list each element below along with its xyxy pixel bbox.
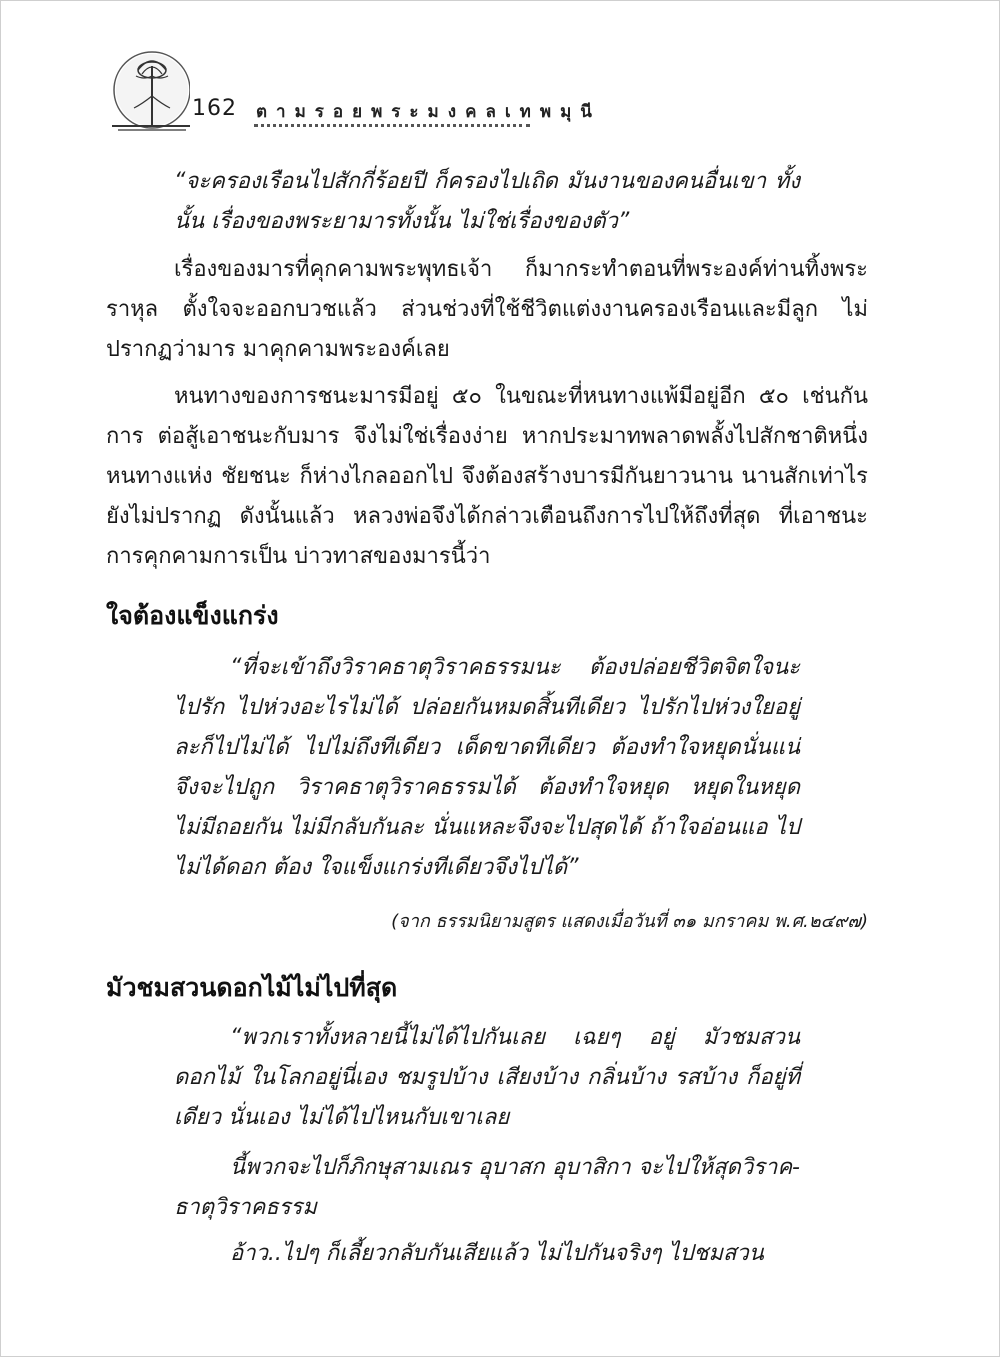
title-dotted-rule — [254, 124, 530, 127]
paragraph-way-to-victory: หนทางของการชนะมารมีอยู่ ๕๐ ในขณะที่หนทางแพ้มีอยู่อีก ๕๐ เช่นกัน การ ต่อสู้เอาชนะกับมาร จึงไม่ใช่เรื่องง่าย หากประมาทพลาดพลั้งไปสักชาติหนึ่งหนทางแห่ง ชัยชนะ ก็ห่างไกลออกไป จึงต้องสร้างบารมีกันยาวนาน นานสักเท่าไรยังไม่ปรากฏ ดังนั้นแล้ว หลวงพ่อจึงได้กล่าวเตือนถึงการไปให้ถึงที่สุด ที่เอาชนะการคุกคามการเป็น บ่าวทาสของมารนี้ว่า — [106, 384, 868, 569]
page-number: 162 — [192, 96, 237, 121]
running-title: ตามรอยพระมงคลเทพมุนี — [256, 102, 601, 122]
quote-source-citation: (จาก ธรรมนิยามสูตร แสดงเมื่อวันที่ ๓๑ มกราคม พ.ศ.๒๔๙๗) — [391, 911, 868, 932]
paragraph-mara-buddha: เรื่องของมารที่คุกคามพระพุทธเจ้า ก็มากระทำตอนที่พระองค์ท่านทิ้งพระราหุล ตั้งใจจะออกบวชแล้ว ส่วนช่วงที่ใช้ชีวิตแต่งงานครองเรือนและมีลูก ไม่ปรากฏว่ามาร มาคุกคามพระองค์เลย — [106, 257, 868, 362]
quote-turning-back: อ้าว..ไปๆ ก็เลี้ยวกลับกันเสียแล้ว ไม่ไปกันจริงๆ ไปชมสวน — [230, 1241, 764, 1266]
section-heading-strong-mind: ใจต้องแข็งแกร่ง — [106, 601, 279, 630]
lotus-tree-logo — [106, 46, 190, 136]
section-heading-flower-garden: มัวชมสวนดอกไม้ไม่ไปที่สุด — [106, 973, 398, 1002]
opening-quote: “จะครองเรือนไปสักกี่ร้อยปี ก็ครองไปเถิด มันงานของคนอื่นเขา ทั้งนั้น เรื่องของพระยามารทั้งนั้น ไม่ใช่เรื่องของตัว” — [174, 169, 800, 234]
quote-strong-mind: “ที่จะเข้าถึงวิราคธาตุวิราคธรรมนะ ต้องปล่อยชีวิตจิตใจนะ ไปรัก ไปห่วงอะไรไม่ได้ ปล่อยกันหมดสิ้นทีเดียว ไปรักไปห่วงใยอยู่ละก็ไปไม่ได้ ไปไม่ถึงทีเดียว เด็ดขาดทีเดียว ต้องทำใจหยุดนั่นแน่ จึงจะไปถูก วิราคธาตุวิราคธรรมได้ ต้องทำใจหยุด หยุดในหยุด ไม่มีถอยกัน ไม่มีกลับกันละ นั่นแหละจึงจะไปสุดได้ ถ้าใจอ่อนแอ ไปไม่ได้ดอก ต้อง ใจแข็งแกร่งทีเดียวจึงไปได้” — [174, 655, 800, 880]
quote-flower-garden: “พวกเราทั้งหลายนี้ไม่ได้ไปกันเลย เฉยๆ อยู่ มัวชมสวนดอกไม้ ในโลกอยู่นี่เอง ชมรูปบ้าง เสียงบ้าง กลิ่นบ้าง รสบ้าง ก็อยู่ที่เดียว นั่นเอง ไม่ได้ไปไหนกับเขาเลย — [174, 1025, 800, 1130]
quote-monks-lay-devotees: นี้พวกจะไปก็ภิกษุสามเณร อุบาสก อุบาสิกา จะไปให้สุดวิราค- ธาตุวิราคธรรม — [174, 1155, 800, 1220]
